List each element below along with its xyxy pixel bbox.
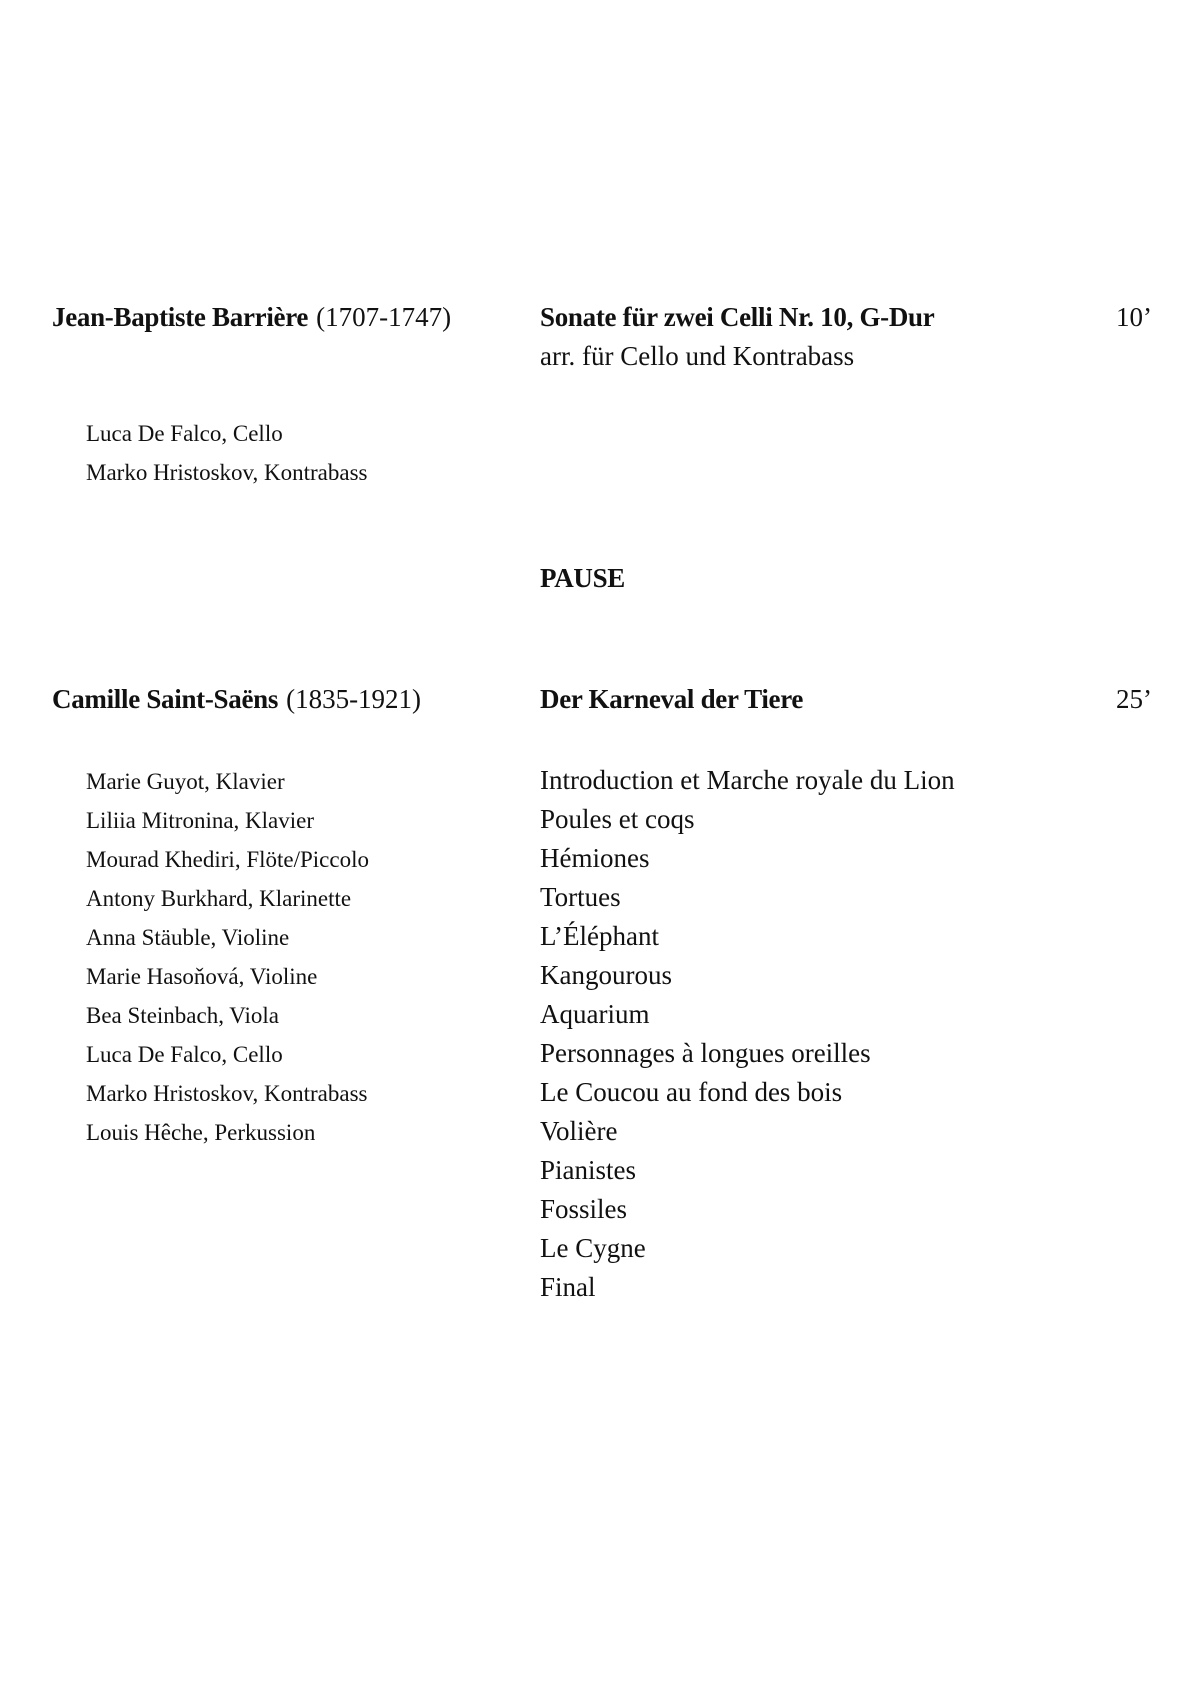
movement: Aquarium <box>540 999 650 1029</box>
performer-list <box>86 414 368 492</box>
performer: Anna Stäuble, Violine <box>86 925 290 950</box>
movement: Pianistes <box>540 1155 637 1185</box>
movement: Introduction et Marche royale du Lion <box>540 765 955 795</box>
work-duration: 25’ <box>1116 684 1152 714</box>
performer: Luca De Falco, Cello <box>86 421 283 446</box>
composer-barriere <box>52 302 451 333</box>
performer-list <box>86 762 369 1152</box>
movement: Final <box>540 1272 596 1302</box>
movement: Fossiles <box>540 1194 628 1224</box>
composer-years: (1707-1747) <box>316 302 452 332</box>
performer: Marie Hasoňová, Violine <box>86 964 318 989</box>
performer: Louis Hêche, Perkussion <box>86 1120 316 1145</box>
composer-saint-saens <box>52 684 421 715</box>
movement: Volière <box>540 1116 618 1146</box>
performer: Marie Guyot, Klavier <box>86 769 285 794</box>
performer: Luca De Falco, Cello <box>86 1042 283 1067</box>
composer-name: Jean-Baptiste Barrière <box>52 302 309 332</box>
performer: Mourad Khediri, Flöte/Piccolo <box>86 847 369 872</box>
movement: Personnages à longues oreilles <box>540 1038 871 1068</box>
composer-years: (1835-1921) <box>286 684 422 714</box>
movement: Le Coucou au fond des bois <box>540 1077 843 1107</box>
movement: Le Cygne <box>540 1233 646 1263</box>
movement: L’Éléphant <box>540 921 659 951</box>
movement: Tortues <box>540 882 621 912</box>
composer-name: Camille Saint-Saëns <box>52 684 279 714</box>
movement: Poules et coqs <box>540 804 695 834</box>
work-title: Der Karneval der Tiere <box>540 684 804 714</box>
movement: Hémiones <box>540 843 650 873</box>
movement: Kangourous <box>540 960 672 990</box>
performer: Marko Hristoskov, Kontrabass <box>86 1081 368 1106</box>
performer: Antony Burkhard, Klarinette <box>86 886 352 911</box>
work-duration: 10’ <box>1116 302 1152 332</box>
pause-label: PAUSE <box>540 563 626 593</box>
performer: Liliia Mitronina, Klavier <box>86 808 315 833</box>
movement-list <box>540 761 955 1307</box>
performer: Bea Steinbach, Viola <box>86 1003 280 1028</box>
work-arrangement: arr. für Cello und Kontrabass <box>540 341 855 371</box>
performer: Marko Hristoskov, Kontrabass <box>86 460 368 485</box>
work-title: Sonate für zwei Celli Nr. 10, G-Dur <box>540 302 935 332</box>
